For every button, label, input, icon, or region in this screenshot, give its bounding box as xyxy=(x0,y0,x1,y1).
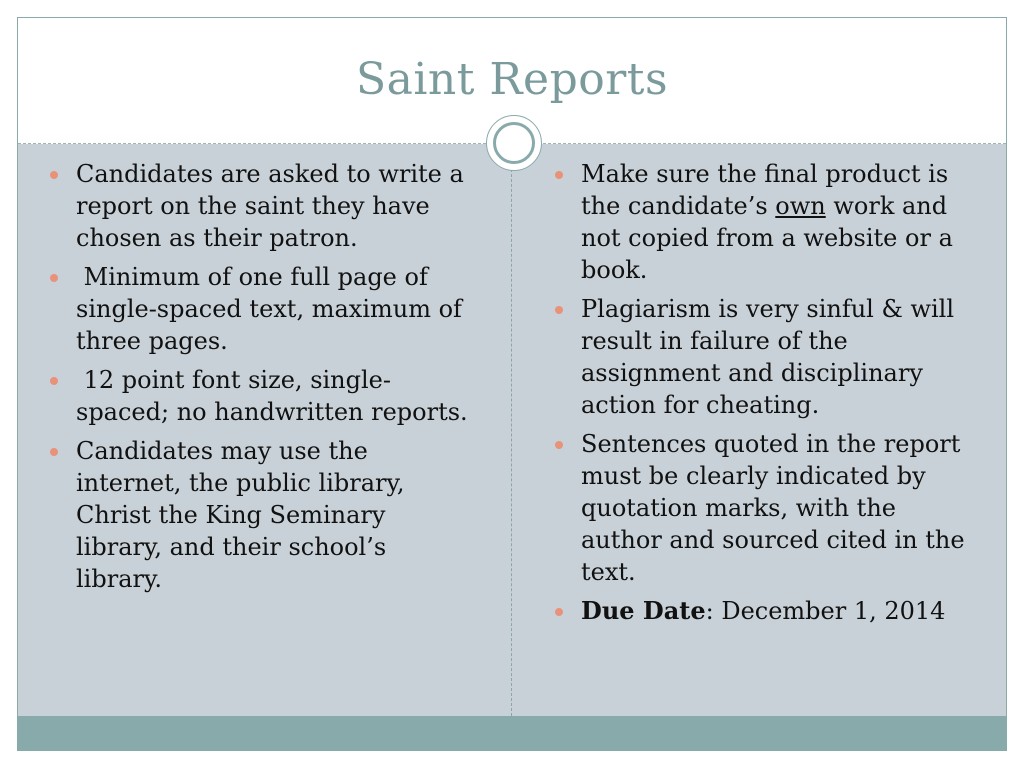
bullet-text-before: Make sure the final product is the candidate’s xyxy=(581,160,956,220)
bullet-dot-icon xyxy=(555,171,563,179)
bullet-dot-icon xyxy=(50,171,58,179)
slide xyxy=(17,17,1007,751)
circle-ornament-inner xyxy=(493,122,535,164)
bullet-text: Candidates may use the internet, the public library, Christ the King Seminary library, and their school’s library. xyxy=(76,437,405,593)
bullet-item xyxy=(48,261,478,357)
bullet-text: Plagiarism is very sinful & will result in failure of the assignment and disciplinary action for cheating. xyxy=(581,295,955,419)
bullet-item xyxy=(48,435,478,595)
bullet-text: Sentences quoted in the report must be clearly indicated by quotation marks, with the author and sourced cited in the text. xyxy=(581,430,965,586)
bullet-item xyxy=(553,293,983,421)
bullet-dot-icon xyxy=(50,377,58,385)
left-column xyxy=(48,158,478,602)
bullet-text: Candidates are asked to write a report on the saint they have chosen as their patron. xyxy=(76,160,464,252)
bullet-item xyxy=(553,595,983,627)
content-area xyxy=(18,144,1006,716)
bullet-item xyxy=(553,158,983,286)
bullet-item xyxy=(48,364,478,428)
slide-title: Saint Reports xyxy=(355,54,669,105)
circle-ornament-icon xyxy=(486,115,542,171)
bullet-dot-icon xyxy=(555,608,563,616)
bullet-item xyxy=(48,158,478,254)
bullet-text-underlined: own xyxy=(775,192,826,220)
right-column xyxy=(553,158,983,634)
bullet-dot-icon xyxy=(50,274,58,282)
bullet-text-after: work and not copied from a website or a book. xyxy=(581,192,961,284)
bullet-dot-icon xyxy=(555,306,563,314)
bullet-dot-icon xyxy=(555,441,563,449)
bullet-text: Minimum of one full page of single-spaced text, maximum of three pages. xyxy=(76,263,470,355)
bullet-text: 12 point font size, single-spaced; no handwritten reports. xyxy=(76,366,468,426)
footer-bar xyxy=(18,716,1006,750)
due-date-value: : December 1, 2014 xyxy=(705,597,946,625)
bullet-item xyxy=(553,428,983,588)
due-date-label: Due Date xyxy=(581,596,706,625)
column-separator xyxy=(511,144,512,716)
bullet-dot-icon xyxy=(50,448,58,456)
